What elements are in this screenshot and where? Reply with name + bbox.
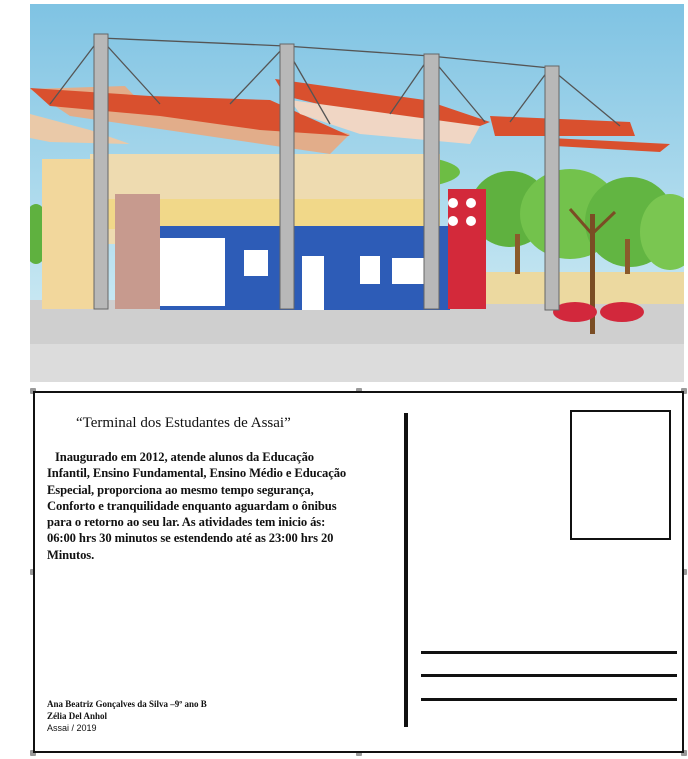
description-line: Minutos.	[47, 547, 95, 562]
terminal-drawing-svg	[30, 4, 684, 382]
mast	[280, 44, 294, 309]
stamp-box	[570, 410, 671, 540]
student-credit: Ana Beatriz Gonçalves da Silva –9º ano B	[47, 699, 207, 709]
address-line	[421, 698, 677, 701]
postcard-description	[47, 449, 407, 563]
description-line: para o retorno ao seu lar. As atividades tem inicio ás:	[47, 515, 326, 530]
flower-bush	[600, 302, 644, 322]
teacher-credit: Zélia Del Anhol	[47, 711, 108, 721]
place-year: Assai / 2019	[47, 723, 97, 733]
address-line	[421, 651, 677, 654]
lawn	[480, 272, 684, 304]
postcard-title: “Terminal dos Estudantes de Assai”	[76, 415, 291, 431]
mast	[545, 66, 559, 310]
postcard-divider	[404, 413, 408, 727]
description-line: 06:00 hrs 30 minutos se estendendo até as 23:00 hrs 20	[47, 531, 334, 546]
description-line: Inaugurado em 2012, atende alunos da Educação	[55, 450, 314, 464]
mast	[424, 54, 439, 309]
brown-panel	[115, 194, 160, 309]
mast	[94, 34, 108, 309]
description-line: Conforto e tranquilidade enquanto aguardam o ônibus	[47, 498, 337, 513]
description-line: Infantil, Ensino Fundamental, Ensino Médio e Educação	[47, 466, 347, 481]
postcard	[33, 391, 684, 753]
description-line: Especial, proporciona ao mesmo tempo segurança,	[47, 482, 314, 497]
flower-bush	[553, 302, 597, 322]
terminal-drawing	[30, 4, 684, 382]
left-block	[42, 159, 97, 309]
address-line	[421, 674, 677, 677]
credits	[47, 698, 207, 734]
